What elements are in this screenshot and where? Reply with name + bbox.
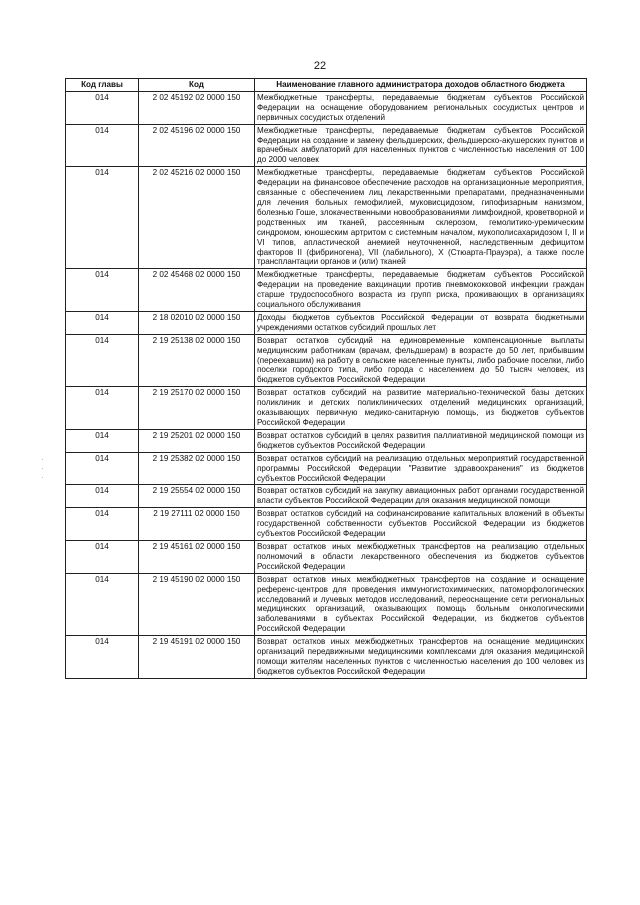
revenue-code-cell: 2 19 45191 02 0000 150 bbox=[139, 636, 255, 679]
table-row bbox=[66, 540, 587, 573]
table-row bbox=[66, 636, 587, 679]
chapter-code-cell: 014 bbox=[66, 573, 139, 635]
administrator-name-cell: Возврат остатков иных межбюджетных трансфертов на реализацию отдельных полномочий в области лекарственного обеспечения из бюджетов субъектов Российской Федерации bbox=[255, 540, 587, 573]
chapter-code-cell: 014 bbox=[66, 167, 139, 269]
administrator-name-cell: Возврат остатков иных межбюджетных трансфертов на оснащение медицинских организаций передвижными медицинскими комплексами для оказания медицинской помощи жителям населенных пунктов с численностью населения до 100 человек из бюджетов субъектов Российской Федерации bbox=[255, 636, 587, 679]
table-row bbox=[66, 387, 587, 430]
page-number: 22 bbox=[313, 60, 327, 72]
table-row bbox=[66, 334, 587, 387]
administrator-name-cell: Возврат остатков иных межбюджетных трансфертов на создание и оснащение референс-центров для проведения иммуногистохимических, патоморфологических исследований и лучевых методов исследований, переоснащение сети региональных медицинских организаций, оказывающих помощь больным онкологическими заболеваниями в субъектах Российской Федерации, из бюджетов субъектов Российской Федерации bbox=[255, 573, 587, 635]
table-row bbox=[66, 124, 587, 167]
revenue-code-cell: 2 02 45468 02 0000 150 bbox=[139, 269, 255, 312]
header-chapter-code: Код главы bbox=[66, 79, 139, 92]
administrator-name-cell: Возврат остатков субсидий в целях развития паллиативной медицинской помощи из бюджетов субъектов Российской Федерации bbox=[255, 429, 587, 452]
chapter-code-cell: 014 bbox=[66, 387, 139, 430]
revenue-code-cell: 2 19 25170 02 0000 150 bbox=[139, 387, 255, 430]
table-row bbox=[66, 508, 587, 541]
table-row bbox=[66, 91, 587, 124]
table-row bbox=[66, 485, 587, 508]
chapter-code-cell: 014 bbox=[66, 334, 139, 387]
header-administrator-name: Наименование главного администратора доходов областного бюджета bbox=[255, 79, 587, 92]
revenue-code-cell: 2 02 45196 02 0000 150 bbox=[139, 124, 255, 167]
revenue-code-cell: 2 19 45161 02 0000 150 bbox=[139, 540, 255, 573]
revenue-code-cell: 2 02 45192 02 0000 150 bbox=[139, 91, 255, 124]
revenue-code-cell: 2 19 25382 02 0000 150 bbox=[139, 452, 255, 485]
chapter-code-cell: 014 bbox=[66, 508, 139, 541]
chapter-code-cell: 014 bbox=[66, 540, 139, 573]
table-row bbox=[66, 429, 587, 452]
chapter-code-cell: 014 bbox=[66, 124, 139, 167]
administrator-name-cell: Межбюджетные трансферты, передаваемые бюджетам субъектов Российской Федерации на создание и замену фельдшерских, фельдшерско-акушерских пунктов и врачебных амбулаторий для населенных пунктов с численностью населения от 100 до 2000 человек bbox=[255, 124, 587, 167]
revenue-code-cell: 2 19 25554 02 0000 150 bbox=[139, 485, 255, 508]
administrator-name-cell: Межбюджетные трансферты, передаваемые бюджетам субъектов Российской Федерации на оснащение оборудованием региональных сосудистых центров и первичных сосудистых отделений bbox=[255, 91, 587, 124]
administrator-name-cell: Возврат остатков субсидий на закупку авиационных работ органами государственной власти субъектов Российской Федерации для оказания медицинской помощи bbox=[255, 485, 587, 508]
chapter-code-cell: 014 bbox=[66, 429, 139, 452]
administrator-name-cell: Доходы бюджетов субъектов Российской Федерации от возврата бюджетными учреждениями остатков субсидий прошлых лет bbox=[255, 311, 587, 334]
administrator-name-cell: Возврат остатков субсидий на развитие материально-технической базы детских поликлиник и детских поликлинических отделений медицинских организаций, оказывающих первичную медико-санитарную помощь, из бюджетов субъектов Российской Федерации bbox=[255, 387, 587, 430]
chapter-code-cell: 014 bbox=[66, 269, 139, 312]
chapter-code-cell: 014 bbox=[66, 452, 139, 485]
revenue-code-cell: 2 19 25138 02 0000 150 bbox=[139, 334, 255, 387]
table-row bbox=[66, 573, 587, 635]
margin-mark: · · · bbox=[41, 455, 44, 482]
administrator-name-cell: Межбюджетные трансферты, передаваемые бюджетам субъектов Российской Федерации на проведение вакцинации против пневмококковой инфекции граждан старше трудоспособного возраста из групп риска, проживающих в организациях социального обслуживания bbox=[255, 269, 587, 312]
table-row bbox=[66, 269, 587, 312]
chapter-code-cell: 014 bbox=[66, 636, 139, 679]
revenue-code-cell: 2 19 27111 02 0000 150 bbox=[139, 508, 255, 541]
revenue-code-cell: 2 19 45190 02 0000 150 bbox=[139, 573, 255, 635]
administrator-name-cell: Возврат остатков субсидий на софинансирование капитальных вложений в объекты государственной собственности субъектов Российской Федерации из бюджетов субъектов Российской Федерации bbox=[255, 508, 587, 541]
chapter-code-cell: 014 bbox=[66, 485, 139, 508]
header-code: Код bbox=[139, 79, 255, 92]
administrator-name-cell: Возврат остатков субсидий на реализацию отдельных мероприятий государственной программы Российской Федерации "Развитие здравоохранения" из бюджетов субъектов Российской Федерации bbox=[255, 452, 587, 485]
chapter-code-cell: 014 bbox=[66, 311, 139, 334]
table-row bbox=[66, 167, 587, 269]
table-row bbox=[66, 311, 587, 334]
revenue-code-cell: 2 02 45216 02 0000 150 bbox=[139, 167, 255, 269]
chapter-code-cell: 014 bbox=[66, 91, 139, 124]
table-row bbox=[66, 452, 587, 485]
revenue-code-cell: 2 18 02010 02 0000 150 bbox=[139, 311, 255, 334]
table-header-row bbox=[66, 79, 587, 92]
administrator-name-cell: Межбюджетные трансферты, передаваемые бюджетам субъектов Российской Федерации на финансовое обеспечение расходов на организационные мероприятия, связанные с обеспечением лиц лекарственными препаратами, предназначенными для лечения больных гемофилией, муковисцидозом, гипофизарным нанизмом, болезнью Гоше, злокачественными новообразованиями лимфоидной, кроветворной и родственных им тканей, рассеянным склерозом, гемолитико-уремическим синдромом, юношеским артритом с системным началом, мукополисахаридозом I, II и VI типов, апластической анемией неуточненной, наследственным дефицитом факторов II (фибриногена), VII (лабильного), X (Стюарта-Прауэра), а также после трансплантации органов и (или) тканей bbox=[255, 167, 587, 269]
revenue-codes-table bbox=[65, 78, 587, 679]
administrator-name-cell: Возврат остатков субсидий на единовременные компенсационные выплаты медицинским работникам (врачам, фельдшерам) в возрасте до 50 лет, прибывшим (переехавшим) на работу в сельские населенные пункты, либо рабочие поселки, либо поселки городского типа, либо города с населением до 50 тысяч человек, из бюджетов субъектов Российской Федерации bbox=[255, 334, 587, 387]
revenue-code-cell: 2 19 25201 02 0000 150 bbox=[139, 429, 255, 452]
table-body bbox=[66, 91, 587, 678]
